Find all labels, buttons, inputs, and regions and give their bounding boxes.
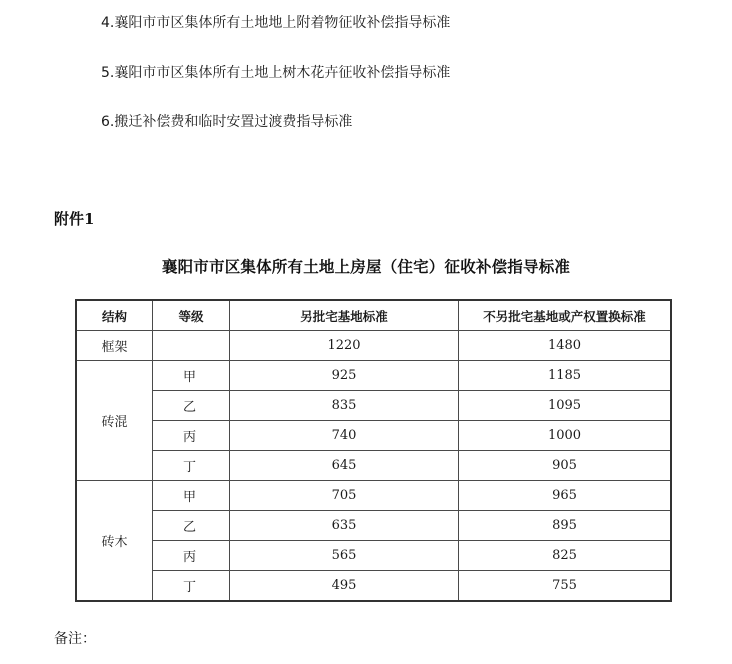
grade-cell: 丁: [153, 451, 230, 481]
standard-cell: 705: [230, 481, 459, 511]
grade-cell: 丙: [153, 541, 230, 571]
alt-standard-cell: 1185: [459, 361, 672, 391]
compensation-standard-table: [75, 299, 672, 602]
standard-cell: 565: [230, 541, 459, 571]
table-row: [76, 541, 671, 571]
list-item-4: 4.襄阳市市区集体所有土地地上附着物征收补偿指导标准: [101, 15, 451, 31]
standard-cell: 740: [230, 421, 459, 451]
grade-cell: [153, 331, 230, 361]
table-row-frame: [76, 331, 671, 361]
alt-standard-cell: 1095: [459, 391, 672, 421]
table-row: [76, 511, 671, 541]
table-row: [76, 571, 671, 602]
annex-label: 附件1: [54, 210, 95, 228]
grade-cell: 甲: [153, 481, 230, 511]
structure-cell: 砖混: [76, 361, 153, 481]
standard-cell: 635: [230, 511, 459, 541]
grade-cell: 丁: [153, 571, 230, 602]
header-alt-standard: 不另批宅基地或产权置换标准: [459, 300, 672, 331]
structure-cell: 砖木: [76, 481, 153, 602]
list-item-5: 5.襄阳市市区集体所有土地上树木花卉征收补偿指导标准: [101, 65, 451, 81]
alt-standard-cell: 825: [459, 541, 672, 571]
standard-cell: 835: [230, 391, 459, 421]
table-row: [76, 451, 671, 481]
table-header-row: [76, 300, 671, 331]
table-row: [76, 361, 671, 391]
grade-cell: 乙: [153, 391, 230, 421]
alt-standard-cell: 755: [459, 571, 672, 602]
alt-standard-cell: 965: [459, 481, 672, 511]
grade-cell: 丙: [153, 421, 230, 451]
standard-cell: 1220: [230, 331, 459, 361]
table-row: [76, 421, 671, 451]
standard-cell: 645: [230, 451, 459, 481]
standard-cell: 495: [230, 571, 459, 602]
header-grade: 等级: [153, 300, 230, 331]
alt-standard-cell: 905: [459, 451, 672, 481]
note-label: 备注：: [54, 631, 96, 647]
alt-standard-cell: 1480: [459, 331, 672, 361]
grade-cell: 甲: [153, 361, 230, 391]
list-item-6: 6.搬迁补偿费和临时安置过渡费指导标准: [101, 114, 353, 130]
grade-cell: 乙: [153, 511, 230, 541]
alt-standard-cell: 1000: [459, 421, 672, 451]
standard-cell: 925: [230, 361, 459, 391]
alt-standard-cell: 895: [459, 511, 672, 541]
document-title: 襄阳市市区集体所有土地上房屋（住宅）征收补偿指导标准: [161, 258, 571, 276]
table-row: [76, 481, 671, 511]
header-standard: 另批宅基地标准: [230, 300, 459, 331]
structure-cell: 框架: [76, 331, 153, 361]
header-structure: 结构: [76, 300, 153, 331]
table-row: [76, 391, 671, 421]
